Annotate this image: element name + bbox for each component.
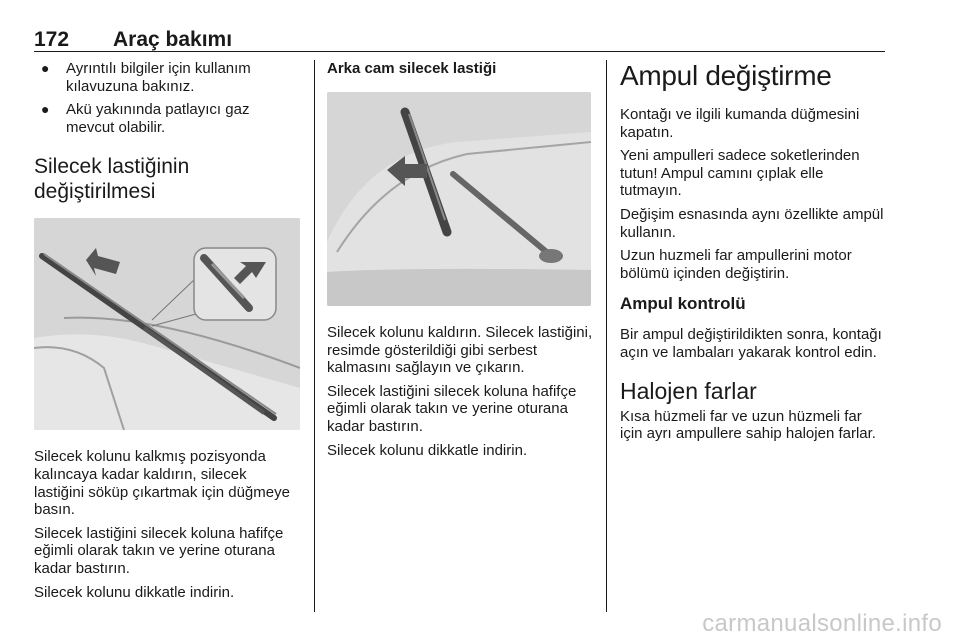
wiper-blade-illustration (34, 218, 300, 430)
wiper-blade-figure (34, 218, 300, 430)
page-number: 172 (34, 28, 70, 51)
column-2 (327, 60, 593, 465)
bullet-dot-icon: ● (41, 101, 50, 118)
rear-wiper-figure (327, 92, 591, 306)
bullet-list (34, 60, 300, 136)
paragraph: Uzun huzmeli far ampullerini motor bölümü içinden değiştirin. (620, 247, 852, 282)
paragraph: Bir ampul değiştirildikten sonra, kontağı açın ve lambaları yakarak kontrol edin. (620, 326, 882, 361)
paragraph: Kısa hüzmeli far ve uzun hüzmeli far için ayrı ampullere sahip halojen farlar. (620, 407, 876, 443)
page-header (34, 30, 885, 52)
section-heading-bulb-replacement: Ampul değiştirme (620, 60, 832, 91)
watermark: carmanualsonline.info (702, 610, 942, 637)
bullet-item: ● Ayrıntılı bilgiler için kullanım kılavuzuna bakınız. (41, 60, 251, 95)
paragraph: Silecek kolunu dikkatle indirin. (34, 583, 235, 601)
paragraph: Silecek lastiğini silecek koluna hafifçe eğimli olarak takın ve yerine oturana kadar bastırın. (327, 382, 577, 435)
column-1 (34, 60, 300, 607)
column-divider-1 (314, 60, 315, 612)
paragraph: Silecek kolunu kaldırın. Silecek lastiğini, resimde gösterildiği gibi serbest kalmasını sağlayın ve çıkarın. (327, 324, 593, 377)
section-heading-rear-wiper: Arka cam silecek lastiği (327, 60, 497, 77)
subheading-bulb-check: Ampul kontrolü (620, 294, 746, 314)
paragraph: Yeni ampulleri sadece soketlerinden tutun! Ampul camını çıplak elle tutmayın. (620, 147, 860, 200)
column-divider-2 (606, 60, 607, 612)
rear-wiper-illustration (327, 92, 591, 306)
chapter-title: Araç bakımı (113, 28, 233, 51)
paragraph: Silecek kolunu dikkatle indirin. (327, 441, 528, 459)
subheading-halogen-headlights: Halojen farlar (620, 377, 757, 404)
section-heading-wiper-blade: Silecek lastiğinin değiştirilmesi (34, 155, 190, 204)
bullet-item: ● Akü yakınında patlayıcı gaz mevcut olabilir. (41, 101, 250, 136)
paragraph: Kontağı ve ilgili kumanda düğmesini kapatın. (620, 106, 860, 141)
bullet-dot-icon: ● (41, 60, 50, 76)
paragraph: Silecek kolunu kalkmış pozisyonda kalıncaya kadar kaldırın, silecek lastiğini söküp çıkartmak için düğmeye basın. (34, 448, 290, 519)
paragraph: Değişim esnasında aynı özellikte ampül kullanın. (620, 205, 884, 241)
column-3 (620, 60, 888, 449)
paragraph: Silecek lastiğini silecek koluna hafifçe eğimli olarak takın ve yerine oturana kadar bastırın. (34, 524, 284, 577)
